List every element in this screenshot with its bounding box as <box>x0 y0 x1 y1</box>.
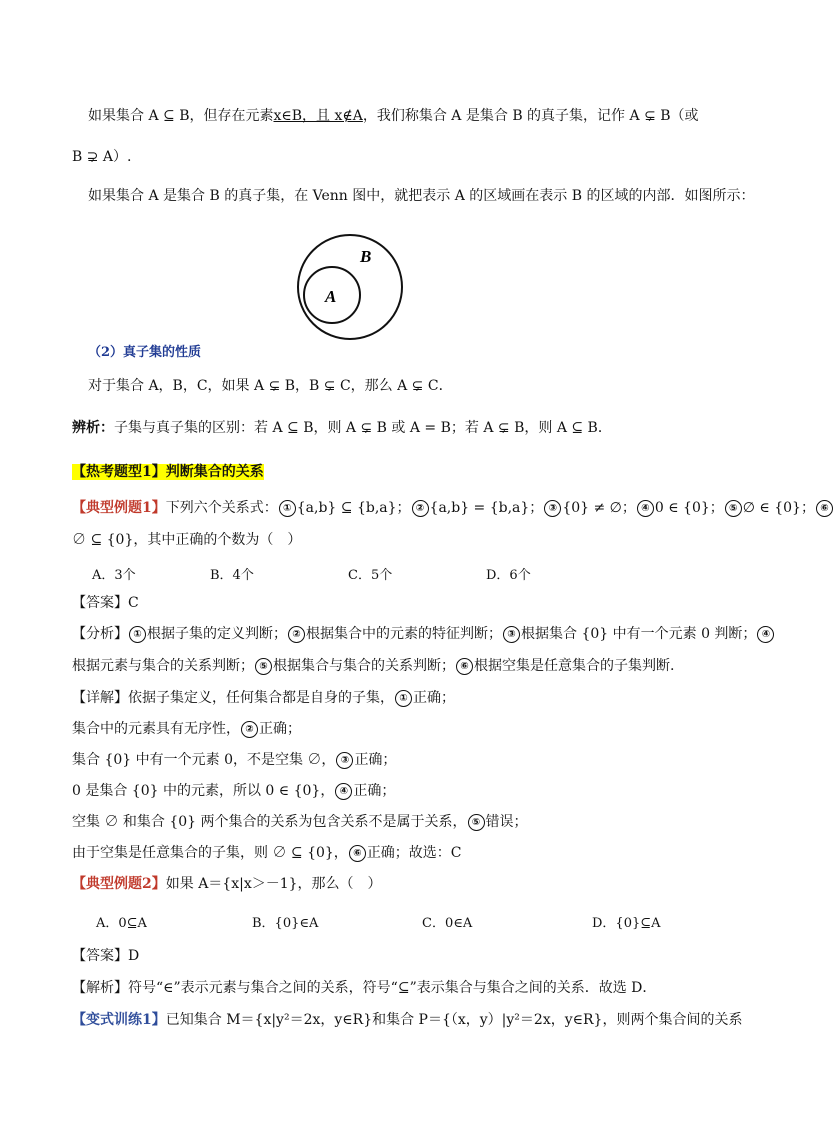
example1-option-c: C．5个 <box>348 568 393 583</box>
hot-topic-title: 【热考题型1】判断集合的关系 <box>72 464 264 480</box>
detail-line-2: 集合中的元素具有无序性， ② 正确； <box>72 721 301 737</box>
example2-option-d: D．{0}⊆A <box>592 916 661 931</box>
definition-underline: x∈B，且 x∉A <box>273 108 363 124</box>
answer1: 【答案】C <box>72 595 139 611</box>
example2-option-a: A．0⊆A <box>96 916 147 931</box>
definition-line-2: B ⊋ A）. <box>72 149 132 165</box>
analysis-line <box>72 418 754 438</box>
example1-line-1: 【典型例题1】下列六个关系式： ① {a,b} ⊆ {b,a}； ② {a,b} = {b,a}； ③ {0} ≠ ∅； ④ 0 ∈ {0}； ⑤ ∅ ∈ {0}； ⑥ <box>72 498 754 518</box>
example2-label: 【典型例题2】 <box>72 876 166 892</box>
venn-label-a: A <box>325 287 337 306</box>
venn-description: 如果集合 A 是集合 B 的真子集，在 Venn 图中，就把表示 A 的区域画在表示 B 的区域的内部．如图所示： <box>88 188 755 204</box>
venn-outer-circle <box>298 235 402 339</box>
fenxi-line-1: 【分析】 ① 根据子集的定义判断； ② 根据集合中的元素的特征判断； ③ 根据集合 {0} 中有一个元素 0 判断； ④ <box>72 624 754 644</box>
detail-line-3: 集合 {0} 中有一个元素 0，不是空集 ∅， ③ 正确； <box>72 752 397 768</box>
analysis-label: 辨析： <box>72 420 114 436</box>
example2-option-c: C．0∈A <box>422 916 473 931</box>
subheading-properties: （2）真子集的性质 <box>88 345 202 360</box>
variant-label: 【变式训练1】 <box>72 1012 166 1028</box>
example1-label: 【典型例题1】 <box>72 500 166 516</box>
detail-line-6: 由于空集是任意集合的子集，则 ∅ ⊆ {0}， ⑥ 正确；故选：C <box>72 845 462 861</box>
venn-label-b: B <box>360 247 372 266</box>
example2-option-b: B．{0}∈A <box>252 916 319 931</box>
detail-line-1: 【详解】依据子集定义，任何集合都是自身的子集， ① 正确； <box>72 690 455 706</box>
example1-option-b: B．4个 <box>210 568 254 583</box>
fenxi-line-2: 根据元素与集合的关系判断； ⑤ 根据集合与集合的关系判断； ⑥ 根据空集是任意集合的子集判断. <box>72 658 675 674</box>
detail-line-5: 空集 ∅ 和集合 {0} 两个集合的关系为包含关系不是属于关系， ⑤ 错误； <box>72 814 528 830</box>
property-statement: 对于集合 A，B，C，如果 A ⊊ B，B ⊊ C，那么 A ⊊ C． <box>88 378 453 394</box>
example2-line: 【典型例题2】如果 A＝{x|x＞－1}，那么（ ） <box>72 876 382 892</box>
analysis-text: 子集与真子集的区别：若 A ⊆ B，则 A ⊊ B 或 A = B；若 A ⊊ B，则 A ⊆ B． <box>114 420 612 436</box>
detail-line-4: 0 是集合 {0} 中的元素，所以 0 ∈ {0}， ④ 正确； <box>72 783 396 799</box>
venn-diagram <box>290 232 410 342</box>
definition-text-b: ，我们称集合 A 是集合 B 的真子集，记作 A ⊊ B（或 <box>362 108 699 124</box>
example1-option-d: D．6个 <box>486 568 531 583</box>
definition-text-a: 如果集合 A ⊆ B，但存在元素 <box>88 108 274 124</box>
example1-option-a: A．3个 <box>92 568 136 583</box>
definition-line-1 <box>88 106 754 126</box>
answer2: 【答案】D <box>72 948 140 964</box>
example1-line-2: ∅ ⊆ {0}，其中正确的个数为（ ） <box>72 532 302 548</box>
variant-training-line: 【变式训练1】已知集合 M＝{x|y²＝2x，y∈R}和集合 P＝{（x，y）|y²＝2x，y∈R}，则两个集合间的关系 <box>72 1012 743 1028</box>
jiexi-line: 【解析】符号“∈”表示元素与集合之间的关系，符号“⊆”表示集合与集合之间的关系．故选 D． <box>72 980 657 996</box>
